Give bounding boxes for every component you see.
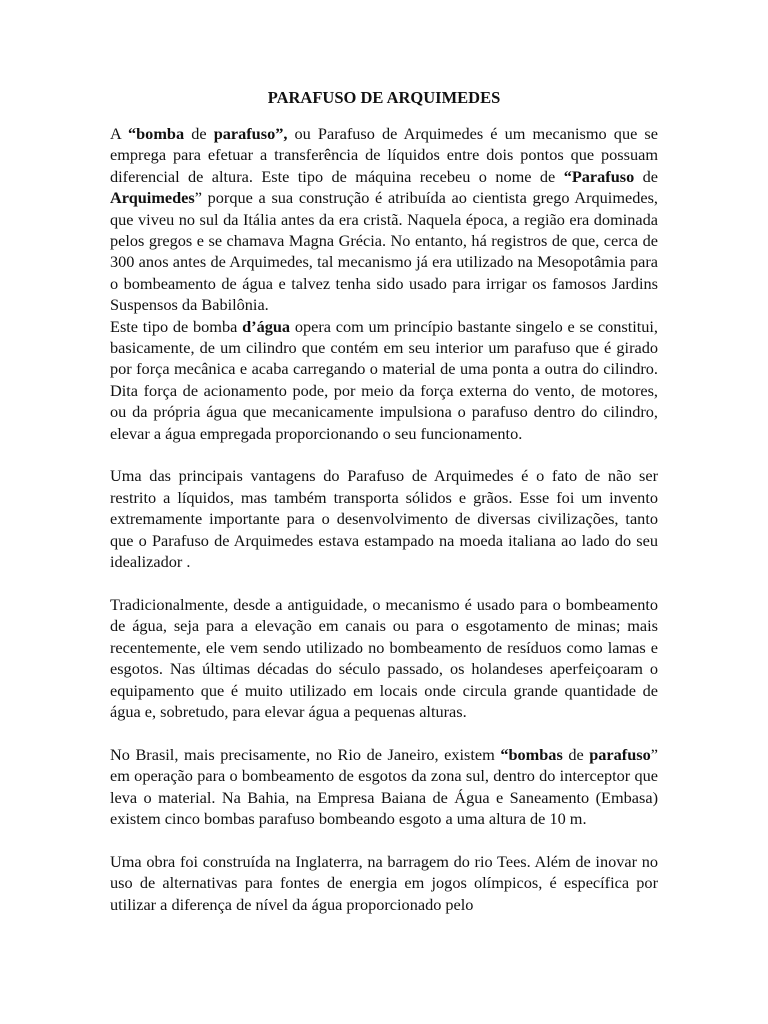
page-title: PARAFUSO DE ARQUIMEDES: [267, 88, 501, 107]
paragraph-4: Tradicionalmente, desde a antiguidade, o mecanismo é usado para o bombeamento de água, seja para a elevação em canais ou para o esgotamento de minas; mais recentemente, ele vem sendo utilizado no bombeamento de resíduos como lamas e esgotos. Nas últimas décadas do século passado, os holandeses aperfeiçoaram o equipamento que é muito utilizado em locais onde circula grande quantidade de água e, sobretudo, para elevar água a pequenas alturas.: [110, 594, 658, 721]
p5-text-3: ” em operação para o bombeamento de esgotos da zona sul, dentro do interceptor que leva o material. Na Bahia, na Empresa Baiana de Água e Saneamento (Embasa) existem cinco bombas parafuso bombeando esgoto a uma altura de 10 m.: [110, 744, 658, 828]
paragraph-5: [110, 744, 658, 830]
p1-bold-4: Arquimedes: [110, 188, 195, 208]
p2-bold-1: d’água: [242, 316, 291, 336]
paragraph-3: Uma das principais vantagens do Parafuso de Arquimedes é o fato de não ser restrito a líquidos, mas também transporta sólidos e grãos. Esse foi um invento extremamente importante para o desenvolvimento de diversas civilizações, tanto que o Parafuso de Arquimedes estava estampado na moeda italiana ao lado do seu idealizador .: [110, 466, 658, 572]
paragraph-6: Uma obra foi construída na Inglaterra, na barragem do rio Tees. Além de inovar no uso de alternativas para fontes de energia em jogos olímpicos, é específica por utilizar a diferença de nível da água proporcionado pelo: [110, 851, 658, 914]
p5-bold-1: “bombas: [500, 744, 563, 764]
p1-text-5: ” porque a sua construção é atribuída ao cientista grego Arquimedes, que viveu no sul da Itália antes da era cristã. Naquela época, a região era dominada pelos gregos e se chamava Magna Grécia. No entanto, há registros de que, cerca de 300 anos antes de Arquimedes, tal mecanismo já era utilizado na Mesopotâmia para o bombeamento de água e talvez tenha sido usado para irrigar os famosos Jardins Suspensos da Babilônia.: [110, 188, 658, 315]
p2-text-1: Este tipo de bomba: [110, 316, 243, 336]
p1-text-3: ou Parafuso de Arquimedes é um mecanismo que se emprega para efetuar a transferência de líquidos entre dois pontos que possuam diferencial de altura. Este tipo de máquina recebeu o nome de: [110, 124, 658, 186]
p1-text-1: A: [110, 124, 128, 143]
p1-bold-3: “Parafuso: [563, 166, 635, 186]
p5-bold-2: parafuso: [589, 744, 651, 764]
p1-text-4: de: [634, 166, 659, 186]
p5-text-1: No Brasil, mais precisamente, no Rio de Janeiro, existem: [110, 744, 501, 764]
p1-text-2: de: [184, 124, 214, 143]
paragraph-1: [110, 123, 658, 316]
document-body: [110, 123, 658, 915]
p1-bold-2: parafuso”,: [213, 124, 288, 143]
p1-bold-1: “bomba: [127, 124, 185, 143]
p2-text-2: opera com um princípio bastante singelo e se constitui, basicamente, de um cilindro que contém em seu interior um parafuso que é girado por força mecânica e acaba carregando o material de uma ponta a outra do cilindro. Dita força de acionamento pode, por meio da força externa do vento, de motores, ou da própria água que mecanicamente impulsiona o parafuso dentro do cilindro, elevar a água empregada proporcionando o seu funcionamento.: [110, 316, 658, 443]
paragraph-2: [110, 316, 658, 444]
p5-text-2: de: [562, 744, 590, 764]
